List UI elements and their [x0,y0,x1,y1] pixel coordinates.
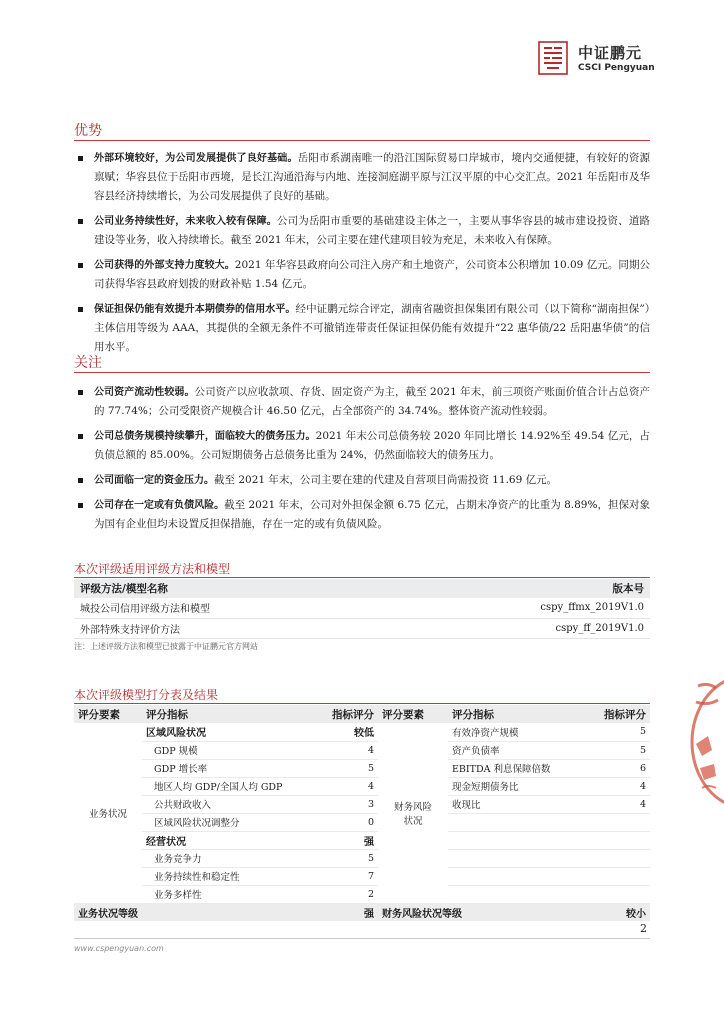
indicator-name: 现金短期债务比 [448,777,588,795]
indicator-score: 3 [302,795,378,813]
col-score: 指标评分 [588,705,650,723]
advantage-item: 保证担保仍能有效提升本期债券的信用水平。经中证鹏元综合评定，湖南省融资担保集团有限公司（以下简称“湖南担保”）主体信用等级为 AAA，其提供的全额无条件不可撤销连带责任保证担保仍能有效提升“22 惠华债/22 岳阳惠华债”的信用水平。 [78,300,650,357]
col-indicator: 评分指标 [142,705,302,723]
indicator-name: 收现比 [448,795,588,813]
indicator-score: 4 [302,777,378,795]
table-row [74,813,650,831]
table-row [74,885,650,903]
indicator-name: 经营状况 [142,831,302,849]
col-score: 指标评分 [302,705,378,723]
concern-item: 公司总债务规模持续攀升，面临较大的债务压力。2021 年末公司总债务较 2020 年同比增长 14.92%至 49.54 亿元，占负债总额的 85.00%。公司短期债务占总债务比重为 24%，仍然面临较大的债务压力。 [78,427,650,465]
indicator-score [588,885,650,903]
indicator-name: GDP 增长率 [142,759,302,777]
table-row [74,618,650,638]
concerns-heading: 关注 [74,355,102,371]
indicator-name [448,867,588,885]
methods-divider [74,577,650,578]
scoring-divider [74,703,650,704]
method-name: 城投公司信用评级方法和模型 [74,598,392,618]
methods-table-title: 本次评级适用评级方法和模型 [74,562,231,576]
table-row [74,759,650,777]
scoring-header-row [74,705,650,723]
indicator-score: 5 [588,741,650,759]
table-row [74,723,650,741]
indicator-name: GDP 规模 [142,741,302,759]
indicator-score [588,867,650,885]
concerns-divider [74,372,650,373]
method-version: cspy_ff_2019V1.0 [392,618,650,638]
indicator-name: 业务竞争力 [142,849,302,867]
concern-item: 公司资产流动性较弱。公司资产以应收款项、存货、固定资产为主，截至 2021 年末，前三项资产账面价值合计占总资产的 77.74%；公司受限资产规模合计 46.50 亿元，占全部资产的 34.74%。整体资产流动性较弱。 [78,383,650,421]
methods-header-row [74,579,650,598]
col-indicator: 评分指标 [448,705,588,723]
advantage-item: 外部环境较好，为公司发展提供了良好基础。岳阳市系湖南唯一的沿江国际贸易口岸城市，境内交通便捷，有较好的资源禀赋；华容县位于岳阳市西境，是长江沟通沿海与内地、连接洞庭湖平原与江汉平原的中心交汇点。2021 年岳阳市及华容县经济持续增长，为公司发展提供了良好的基础。 [78,149,650,206]
indicator-name [448,831,588,849]
col-method-name: 评级方法/模型名称 [74,579,392,598]
indicator-score: 2 [302,885,378,903]
page-number: 2 [640,922,647,935]
indicator-score [588,831,650,849]
table-row [74,598,650,618]
indicator-score: 较低 [302,723,378,741]
scoring-table-title: 本次评级模型打分表及结果 [74,688,219,702]
col-version: 版本号 [392,579,650,598]
footer-divider [74,938,650,939]
table-row [74,741,650,759]
indicator-name [448,813,588,831]
indicator-name: 业务多样性 [142,885,302,903]
business-status-level-value: 强 [302,903,378,921]
indicator-score: 5 [302,759,378,777]
method-name: 外部特殊支持评价方法 [74,618,392,638]
indicator-score: 4 [588,795,650,813]
indicator-score: 0 [302,813,378,831]
indicator-name: 区域风险状况调整分 [142,813,302,831]
concerns-list [78,383,650,534]
concern-item: 公司面临一定的资金压力。截至 2021 年末，公司主要在建的代建及自营项目尚需投资 11.69 亿元。 [78,471,650,490]
logo-english-name: CSCI Pengyuan [578,63,655,73]
indicator-score: 强 [302,831,378,849]
indicator-score [588,849,650,867]
indicator-score: 5 [588,723,650,741]
advantages-heading: 优势 [74,123,102,139]
col-factor: 评分要素 [74,705,142,723]
financial-risk-level-label: 财务风险状况等级 [378,903,588,921]
table-row [74,831,650,849]
financial-risk-level-value: 较小 [588,903,650,921]
advantage-item: 公司获得的外部支持力度较大。2021 年华容县政府向公司注入房产和土地资产，公司资本公积增加 10.09 亿元。同期公司获得华容县政府划拨的财政补贴 1.54 亿元。 [78,256,650,294]
indicator-score [588,813,650,831]
indicator-score: 5 [302,849,378,867]
advantages-list [78,149,650,357]
business-status-level-label: 业务状况等级 [74,903,302,921]
indicator-score: 4 [588,777,650,795]
indicator-name: EBITDA 利息保障倍数 [448,759,588,777]
scoring-table [74,705,650,921]
methods-note: 注：上述评级方法和模型已披露于中证鹏元官方网站 [74,642,258,651]
advantages-divider [74,140,650,141]
table-row [74,777,650,795]
table-row [74,867,650,885]
indicator-name: 区域风险状况 [142,723,302,741]
website-url: www.cspengyuan.com [74,944,164,953]
indicator-name: 地区人均 GDP/全国人均 GDP [142,777,302,795]
method-version: cspy_ffmx_2019V1.0 [392,598,650,618]
methods-table [74,579,650,639]
indicator-name: 资产负债率 [448,741,588,759]
table-row [74,849,650,867]
indicator-name: 有效净资产规模 [448,723,588,741]
pengyuan-logo-icon [538,41,568,75]
indicator-score: 6 [588,759,650,777]
concern-item: 公司存在一定或有负债风险。截至 2021 年末，公司对外担保金额 6.75 亿元，占期末净资产的比重为 8.89%，担保对象为国有企业但均未设置反担保措施，存在一定的或有负债风险。 [78,496,650,534]
business-status-group: 业务状况 [88,809,127,820]
scoring-result-row [74,903,650,921]
advantage-item: 公司业务持续性好，未来收入较有保障。公司为岳阳市重要的基础建设主体之一，主要从事华容县的城市建设投资、道路建设等业务，收入持续增长。截至 2021 年末，公司主要在建代建项目较为充足，未来收入有保障。 [78,212,650,250]
company-logo [538,41,655,75]
table-row [74,795,650,813]
financial-risk-group: 财务风险 状况 [393,802,432,827]
seal-stamp-icon [690,672,724,812]
indicator-score: 7 [302,867,378,885]
col-factor: 评分要素 [378,705,448,723]
indicator-name: 业务持续性和稳定性 [142,867,302,885]
logo-chinese-name: 中证鹏元 [578,44,643,62]
indicator-score: 4 [302,741,378,759]
indicator-name [448,849,588,867]
indicator-name: 公共财政收入 [142,795,302,813]
indicator-name [448,885,588,903]
